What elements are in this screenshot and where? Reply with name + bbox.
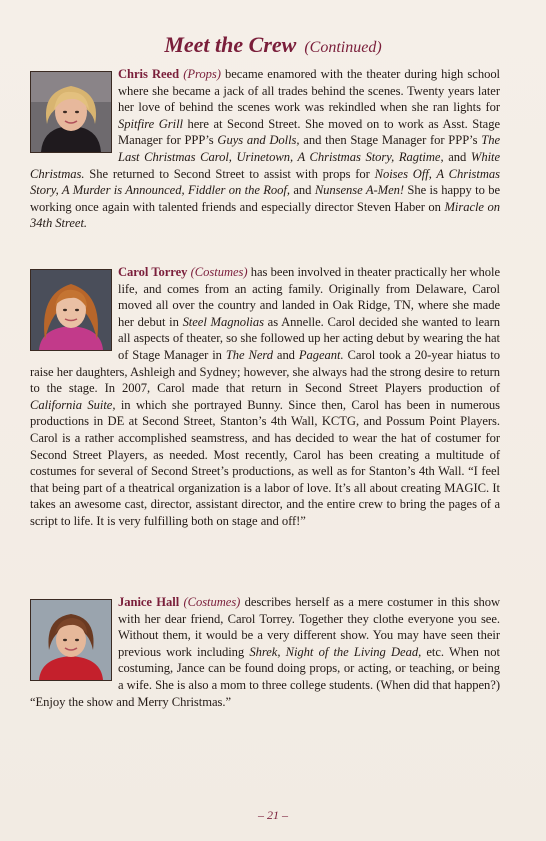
show-title: Nunsense A-Men!	[314, 183, 405, 198]
bio-text: She is happy to be working once again with talented friends and especially director Steven Haber on	[30, 183, 501, 214]
bio-text: Carol took a 20-year hiatus to raise her daughters, Ashleigh and Sydney; however, she always had the strong desire to return to the stage. In 2007, Carol made that return in Second Street Players production of	[30, 347, 501, 396]
show-title: Steel Magnolias	[182, 314, 264, 329]
show-title: The Last Christmas Carol, Urinetown, A Christmas Story, Ragtime,	[118, 133, 500, 164]
bio-janice-hall	[30, 594, 500, 710]
bio-role: (Costumes)	[190, 265, 248, 279]
bio-text: and then Stage Manager for PPP’s	[299, 133, 482, 148]
show-title: White Christmas.	[30, 149, 501, 181]
headshot-carol-torrey	[30, 269, 112, 351]
bio-name: Chris Reed	[118, 67, 180, 81]
page-title	[0, 32, 546, 58]
bio-text: in which she portrayed Bunny. Since then, Carol has been in numerous productions in DE at Second Street, Stanton’s 4th Wall, KCTG, and Possum Point Players. Carol is a rather accomplished seamstress, and has decided to wear the hat of costumer for Second Street Players, as needed. Most recently, Carol has been creating a multitude of costumes for several of Second Street’s productions, as well as for Stanton’s 4th Wall. “I feel that being part of a theatrical organization is a labor of love. It’s all about creating MAGIC. It takes an awesome cast, director, assistant director, and the entire crew to bring the pages of a script to life. It is very fulfilling both on stage and off!”	[30, 397, 500, 528]
show-title: Guys and Dolls,	[217, 133, 300, 148]
bio-text: here at Second Street. She moved on to work as Asst. Stage Manager for PPP’s	[118, 116, 500, 148]
bio-text: as Annelle. Carol decided she wanted to learn all aspects of theater, so she followed up her acting debut by wearing the hat of Stage Manager in	[118, 314, 500, 362]
bio-role: (Costumes)	[183, 595, 241, 609]
bio-text: has been involved in theater practically her whole life, and comes from an acting family. Originally from Delaware, Carol moved all over the country and landed in Oak Ridge, TN, where she made her debut in	[118, 265, 501, 329]
show-title: The Nerd	[225, 347, 273, 362]
bio-name: Carol Torrey	[118, 265, 188, 279]
bio-text: and	[443, 149, 471, 164]
bio-text: and	[289, 183, 315, 198]
bio-text: describes herself as a mere costumer in this show with her dear friend, Carol Torrey. Together they clothe everyone you see. Without them, it would be a very different show. You may have seen their previous work including	[118, 595, 500, 659]
bio-chris-reed	[30, 66, 500, 232]
show-title: Pageant.	[298, 347, 344, 362]
show-title: Spitfire Grill	[118, 116, 183, 131]
bio-text: and	[273, 347, 299, 362]
title-main: Meet the Crew	[164, 32, 297, 57]
page-number: – 21 –	[258, 808, 288, 822]
show-title: Miracle on 34th Street.	[30, 199, 500, 231]
show-title: Noises Off, A Christmas Story, A Murder is Announced, Fiddler on the Roof,	[30, 166, 501, 198]
bio-text: became enamored with the theater during high school where she became a jack of all trades behind the scenes. Twenty years later her love of behind the scenes work was rekindled when she ran lights for	[118, 67, 501, 115]
bio-text: etc. When not costuming, Jance can be found doing props, or acting, or teaching, or being a wife. She is also a mom to three college students. (When did that happen?) “Enjoy the show and Merry Christmas.”	[30, 644, 500, 709]
bio-role: (Props)	[183, 67, 221, 81]
show-title: California Suite,	[30, 397, 116, 412]
bio-name: Janice Hall	[118, 595, 180, 609]
headshot-janice-hall	[30, 599, 112, 681]
bio-text: She returned to Second Street to assist with props for	[84, 166, 375, 181]
bio-carol-torrey	[30, 264, 500, 530]
show-title: Shrek, Night of the Living Dead,	[249, 644, 422, 659]
title-subtitle: (Continued)	[304, 39, 382, 56]
headshot-chris-reed	[30, 71, 112, 153]
